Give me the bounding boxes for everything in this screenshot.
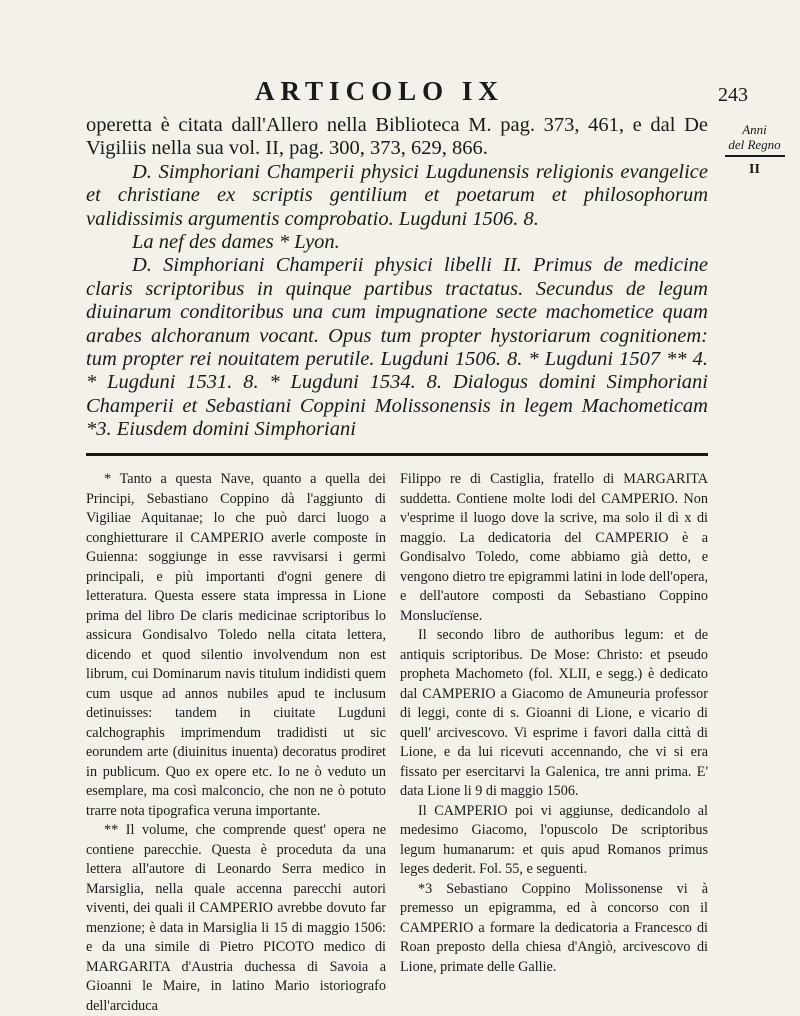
main-text	[86, 114, 708, 442]
margin-rule	[725, 155, 785, 157]
margin-note	[712, 122, 797, 177]
footnote-camperio-addition: Il CAMPERIO poi vi aggiunse, dedicandolo al medesimo Giacomo, l'opuscolo De scriptoribus legum humanarum: et quis apud Romanos primus leges dederit. Fol. 55, e seguenti.	[400, 802, 708, 877]
footnotes-left-column	[86, 470, 386, 1016]
footnote-continuation: Filippo re di Castiglia, fratello di MARGARITA suddetta. Contiene molte lodi del CAMPERIO. Non v'esprime il luogo dove la scrive, ma solo il dì x di maggio. La dedicatoria del CAMPERIO è a Gondisalvo Toledo, come abbiamo già detto, e vengono dietro tre epigrammi latini in lode dell'opera, e dell'autore composti da Sebastiano Coppino Monslucïense.	[400, 471, 708, 624]
running-title: ARTICOLO IX	[255, 76, 504, 106]
page-number: 243	[718, 84, 748, 106]
margin-note-line1: Anni	[742, 122, 767, 137]
footnote-divider	[86, 453, 708, 456]
margin-note-number: II	[749, 162, 760, 177]
main-paragraph-3: La nef des dames * Lyon.	[132, 231, 340, 254]
page-header	[0, 76, 800, 106]
footnote-star-3: *3 Sebastiano Coppino Molissonense vi à premesso un epigramma, ed à concorso con il CAMPERIO a formare la dedicatoria a Francesco di Roan preposto della chiesa d'Angiò, arcivescovo di Lione, primate delle Gallie.	[400, 880, 708, 975]
footnote-double-star: ** Il volume, che comprende quest' opera ne contiene parecchie. Questa è proceduta da una lettera all'autore di Leonardo Serra medico in Marsiglia, nella quale accenna parecchi autori viventi, dei quali il CAMPERIO avrebbe dovuto far menzione; è data in Marsiglia li 15 di maggio 1506: e da una simile di Pietro PICOTO medico di MARGARITA d'Austria duchessa di Savoia a Gioanni le Maire, in latino Mario istoriografo dell'arciduca	[86, 822, 386, 1014]
footnote-second-book: Il secondo libro de authoribus legum: et de antiquis scriptoribus. De Mose: Christo: et pseudo propheta Machometo (fol. XLII, e segg.) è dedicato dal CAMPERIO a Giacomo de Amuneuria professor di leggi, conte di s. Gioanni di Lione, e vicario di quell' arcivescovo. Vi esprime i favori dalla città di Lione, e da lui ricevuti accennando, che vi si era fissato per esercitarvi la Galenica, tre anni prima. E' data Lione li 9 di maggio 1506.	[400, 627, 708, 799]
footnote-star: * Tanto a questa Nave, quanto a quella dei Principi, Sebastiano Coppino dà l'aggiunto di Vigiliae Aquitanae; lo che può darci luogo a conghietturare il CAMPERIO averle composte in Guienna: soggiunge in esse ravvisarsi i germi principali, e più importanti d'ogni genere di letteratura. Questa essere stata impressa in Lione prima del libro De claris medicinae scriptoribus lo assicura Gondisalvo Toledo nella citata lettera, dicendo et quod silentio involvendum non est librum, cui Dominarum navis titulum indidisti quem cum usque ad annos nubiles apud te inclusum detinuisses: tandem in ciuitate Lugduni calchographis imprimendum tradidisti ut sic eorundem arte (diuinitus inuenta) decoratus prodiret in publicum. Quo ex opere etc. Io ne ò veduto un esemplare, ma così malconcio, che non ne ò potuto trarre nota tipografica veruna importante.	[86, 471, 386, 819]
footnotes-right-column	[400, 470, 708, 977]
margin-note-line2: del Regno	[728, 137, 781, 152]
main-paragraph-2: D. Simphoriani Champerii physici Lugdunensis religionis evangelice et christiane ex scriptis gentilium et poetarum et philosophorum validissimis argumentis comprobatio. Lugduni 1506. 8.	[86, 160, 708, 230]
main-paragraph-4: D. Simphoriani Champerii physici libelli II. Primus de medicine claris scriptoribus in quinque partibus tractatus. Secundus de legum diuinarum conditoribus una cum impugnatione secte machometice quam arabes alchoranum vocant. Opus tum propter hystoriarum cognitionem: tum propter rei nouitatem perutile. Lugduni 1506. 8. * Lugduni 1507 ** 4. * Lugduni 1531. 8. * Lugduni 1534. 8. Dialogus domini Simphoriani Champerii et Sebastiani Coppini Molissonensis in legem Machometicam *3. Eiusdem domini Simphoriani	[86, 254, 708, 441]
main-paragraph-1: operetta è citata dall'Allero nella Biblioteca M. pag. 373, 461, e dal De Vigiliis nella sua vol. II, pag. 300, 373, 629, 866.	[86, 114, 708, 160]
